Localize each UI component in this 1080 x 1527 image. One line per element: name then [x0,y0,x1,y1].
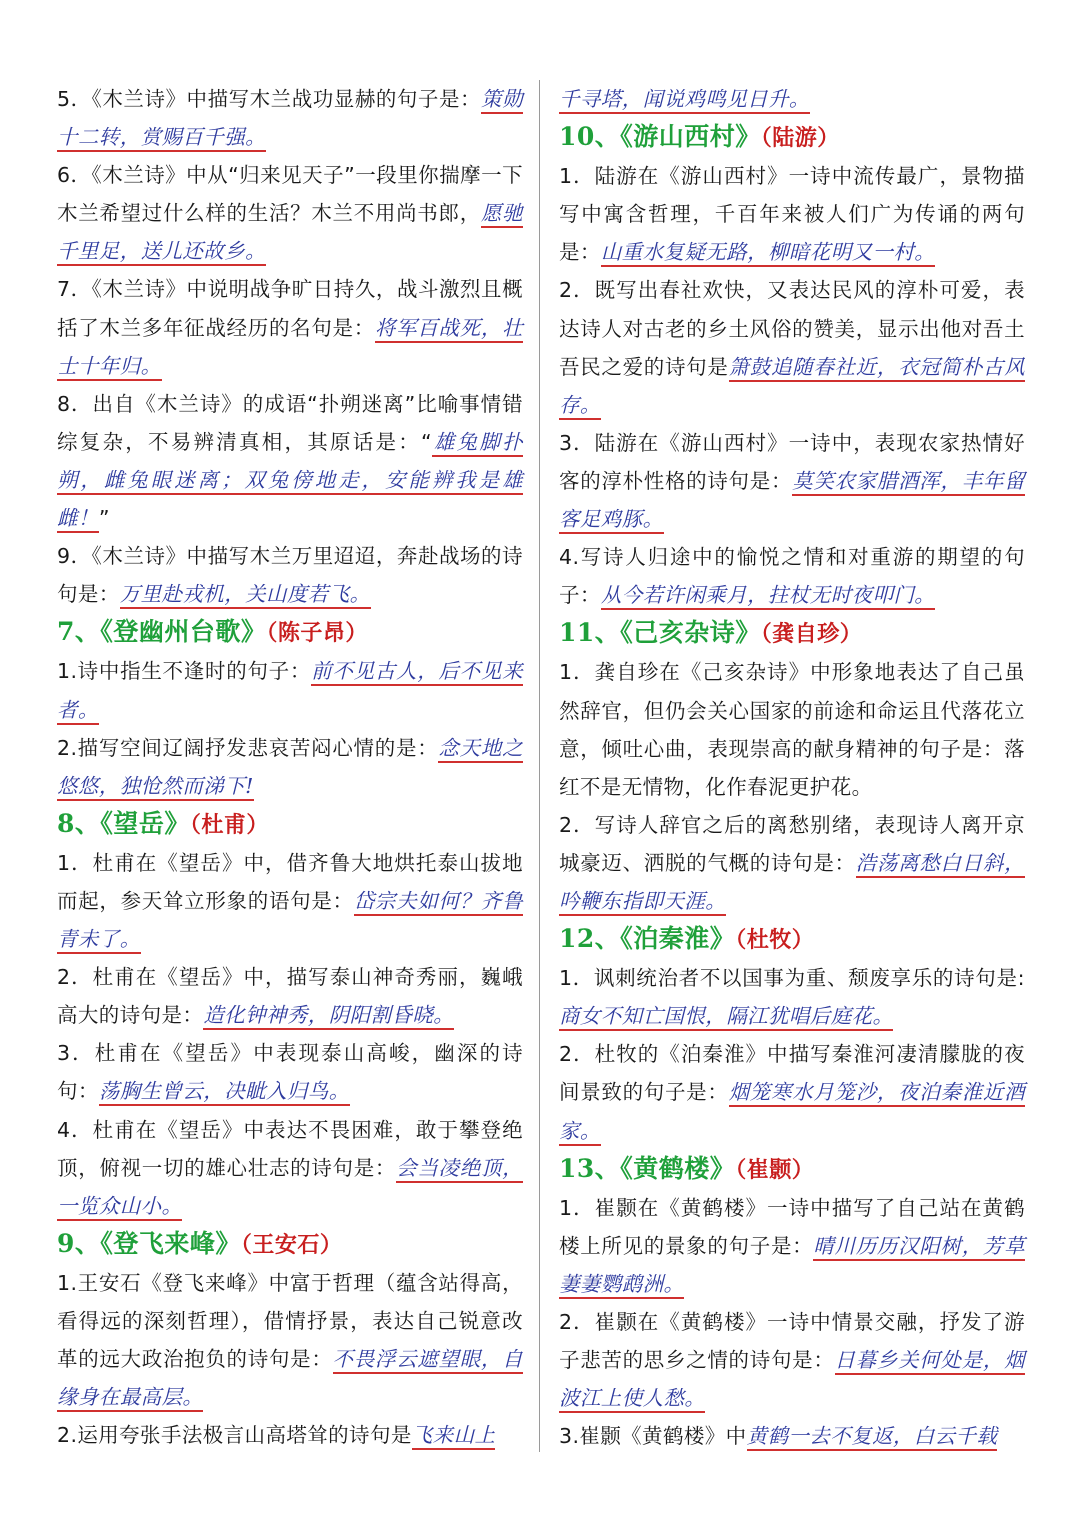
answer-text: 黄鹤一去不复返，白云千载 [747,1424,998,1451]
question-item [57,729,523,805]
answer-text: 千寻塔，闻说鸡鸣见日升。 [559,87,810,114]
question-item [57,844,523,958]
poem-author: （王安石） [240,1231,343,1258]
question-item [57,80,523,156]
answer-text: 莫笑农家腊酒浑，丰年留客足鸡豚。 [559,469,1025,534]
question-text: 8．出自《木兰诗》的成语“扑朔迷离”比喻事情错综复杂，不易辨清真相，其原话是：“ [57,391,523,454]
question-item [57,537,523,613]
poem-author: （杜牧） [735,927,815,954]
question-text: 2.描写空间辽阔抒发悲哀苦闷心情的是： [57,735,439,760]
question-text: 4.写诗人归途中的愉悦之情和对重游的期望的句子： [559,545,1025,608]
answer-text: 会当凌绝顶，一览众山小。 [57,1156,523,1221]
poem-title: 7、《登幽州台歌》 [57,617,267,647]
answer-text: 荡胸生曾云，决眦入归鸟。 [99,1079,350,1106]
answer-text: 愿驰千里足，送儿还故乡。 [57,201,523,266]
section-heading [559,118,1025,157]
question-item [559,424,1025,538]
question-item [559,1189,1025,1303]
question-text: 2．杜牧的《泊秦淮》中描写秦淮河凄清朦胧的夜间景致的句子是： [559,1042,1025,1105]
section-heading [57,805,523,844]
question-text: 6．《木兰诗》中从“归来见天子”一段里你揣摩一下木兰希望过什么样的生活？木兰不用尚书郎， [57,163,523,226]
closing-quote: ” [98,506,110,531]
answer-text: 浩荡离愁白日斜，吟鞭东指即天涯。 [559,851,1025,916]
question-item [559,157,1025,271]
answer-text: 岱宗夫如何？齐鲁青未了。 [57,889,523,954]
question-text: 7．《木兰诗》中说明战争旷日持久，战斗激烈且概括了木兰多年征战经历的名句是： [57,277,523,340]
question-item [57,156,523,270]
poem-title: 11、《己亥杂诗》 [559,618,761,648]
section-heading [559,614,1025,653]
poem-author: （龚自珍） [760,621,863,648]
question-text: 3．陆游在《游山西村》一诗中，表现农家热情好客的淳朴性格的诗句是： [559,430,1025,493]
question-text: 2．杜甫在《望岳》中，描写泰山神奇秀丽，巍峨高大的诗句是： [57,965,523,1028]
question-text: 1．崔颢在《黄鹤楼》一诗中描写了自己站在黄鹤楼上所见的景象的句子是： [559,1195,1025,1258]
answer-text: 不畏浮云遮望眼，自缘身在最高层。 [57,1347,523,1412]
question-text: 3.崔颢《黄鹤楼》中 [559,1424,747,1449]
question-item [57,1034,523,1110]
section-heading [559,1150,1025,1189]
answer-text: 造化钟神秀，阴阳割昏晓。 [203,1003,454,1030]
answer-text: 将军百战死，壮士十年归。 [57,316,523,381]
question-text: 1.诗中指生不逢时的句子： [57,659,312,684]
poem-title: 9、《登飞来峰》 [57,1228,241,1258]
section-heading [559,920,1025,959]
question-text: 3．杜甫在《望岳》中表现泰山高峻，幽深的诗句： [57,1041,523,1104]
section-heading [57,1225,523,1264]
poem-title: 10、《游山西村》 [559,122,761,152]
question-text: 1．龚自珍在《己亥杂诗》中形象地表达了自己虽然辞官，但仍会关心国家的前途和命运且代落花立意，倾吐心曲，表现崇高的献身精神的句子是：落红不是无情物，化作春泥更护花。 [559,660,1025,799]
answer-text: 从今若许闲乘月，拄杖无时夜叩门。 [601,583,935,610]
poem-author: （崔颢） [735,1156,815,1183]
question-item [559,271,1025,423]
answer-text: 商女不知亡国恨，隔江犹唱后庭花。 [559,1004,893,1031]
question-item [57,1264,523,1416]
question-text: 2．既写出春社欢快，又表达民风的淳朴可爱，表达诗人对古老的乡土风俗的赞美，显示出他对吾土吾民之爱的诗句是 [559,278,1025,379]
question-text: 9．《木兰诗》中描写木兰万里迢迢，奔赴战场的诗句是： [57,544,523,607]
answer-text: 万里赴戎机，关山度若飞。 [120,582,371,609]
question-text: 1．讽刺统治者不以国事为重、颓废享乐的诗句是: [559,966,1025,991]
question-item [57,652,523,728]
answer-text: 飞来山上 [412,1423,496,1450]
answer-text: 烟笼寒水月笼沙，夜泊秦淮近酒家。 [559,1080,1025,1145]
poem-title: 12、《泊秦淮》 [559,924,736,954]
question-item [57,385,523,537]
answer-text: 雄兔脚扑朔，雌兔眼迷离；双兔傍地走，安能辨我是雄雌！ [57,430,523,533]
question-text: 2．写诗人辞官之后的离愁别绪，表现诗人离开京城豪迈、洒脱的气概的诗句是： [559,812,1025,875]
poem-title: 8、《望岳》 [57,808,190,838]
right-column [559,80,1025,1455]
question-item [57,1111,523,1225]
question-item [559,1035,1025,1149]
answer-text: 晴川历历汉阳树，芳草萋萋鹦鹉洲。 [559,1234,1025,1299]
question-item [559,806,1025,920]
question-item [57,958,523,1034]
question-item [559,959,1025,1035]
answer-text: 策勋十二转，赏赐百千强。 [57,87,523,152]
question-item [559,80,1025,118]
question-text: 1．杜甫在《望岳》中，借齐鲁大地烘托泰山拔地而起，参天耸立形象的语句是： [57,850,523,913]
question-text: 1．陆游在《游山西村》一诗中流传最广，景物描写中寓含哲理，千百年来被人们广为传诵的两句是： [559,164,1025,265]
question-item [559,1417,1025,1455]
question-item [559,653,1025,805]
question-item [57,270,523,384]
answer-text: 念天地之悠悠，独怆然而涕下! [57,736,523,801]
column-divider [539,80,540,1452]
answer-text: 山重水复疑无路，柳暗花明又一村。 [601,240,935,267]
poem-author: （陆游） [760,125,840,152]
answer-text: 箫鼓追随春社近，衣冠简朴古风存。 [559,355,1025,420]
question-item [57,1416,523,1454]
question-text: 4．杜甫在《望岳》中表达不畏困难，敢于攀登绝顶，俯视一切的雄心壮志的诗句是： [57,1117,523,1180]
answer-text: 前不见古人，后不见来者。 [57,659,523,724]
question-text: 2．崔颢在《黄鹤楼》一诗中情景交融，抒发了游子悲苦的思乡之情的诗句是： [559,1310,1025,1373]
poem-title: 13、《黄鹤楼》 [559,1153,736,1183]
question-item [559,1303,1025,1417]
poem-author: （杜甫） [189,811,269,838]
section-heading [57,613,523,652]
answer-text: 日暮乡关何处是，烟波江上使人愁。 [559,1348,1025,1413]
question-item [559,538,1025,614]
question-text: 5．《木兰诗》中描写木兰战功显赫的句子是： [57,87,482,111]
left-column [57,80,523,1454]
question-text: 2.运用夸张手法极言山高塔耸的诗句是 [57,1423,412,1448]
poem-author: （陈子昂） [266,620,368,647]
question-text: 1.王安石《登飞来峰》中富于哲理（蕴含站得高，看得远的深刻哲理），借情抒景，表达自己锐意改革的远大政治抱负的诗句是： [57,1270,523,1372]
